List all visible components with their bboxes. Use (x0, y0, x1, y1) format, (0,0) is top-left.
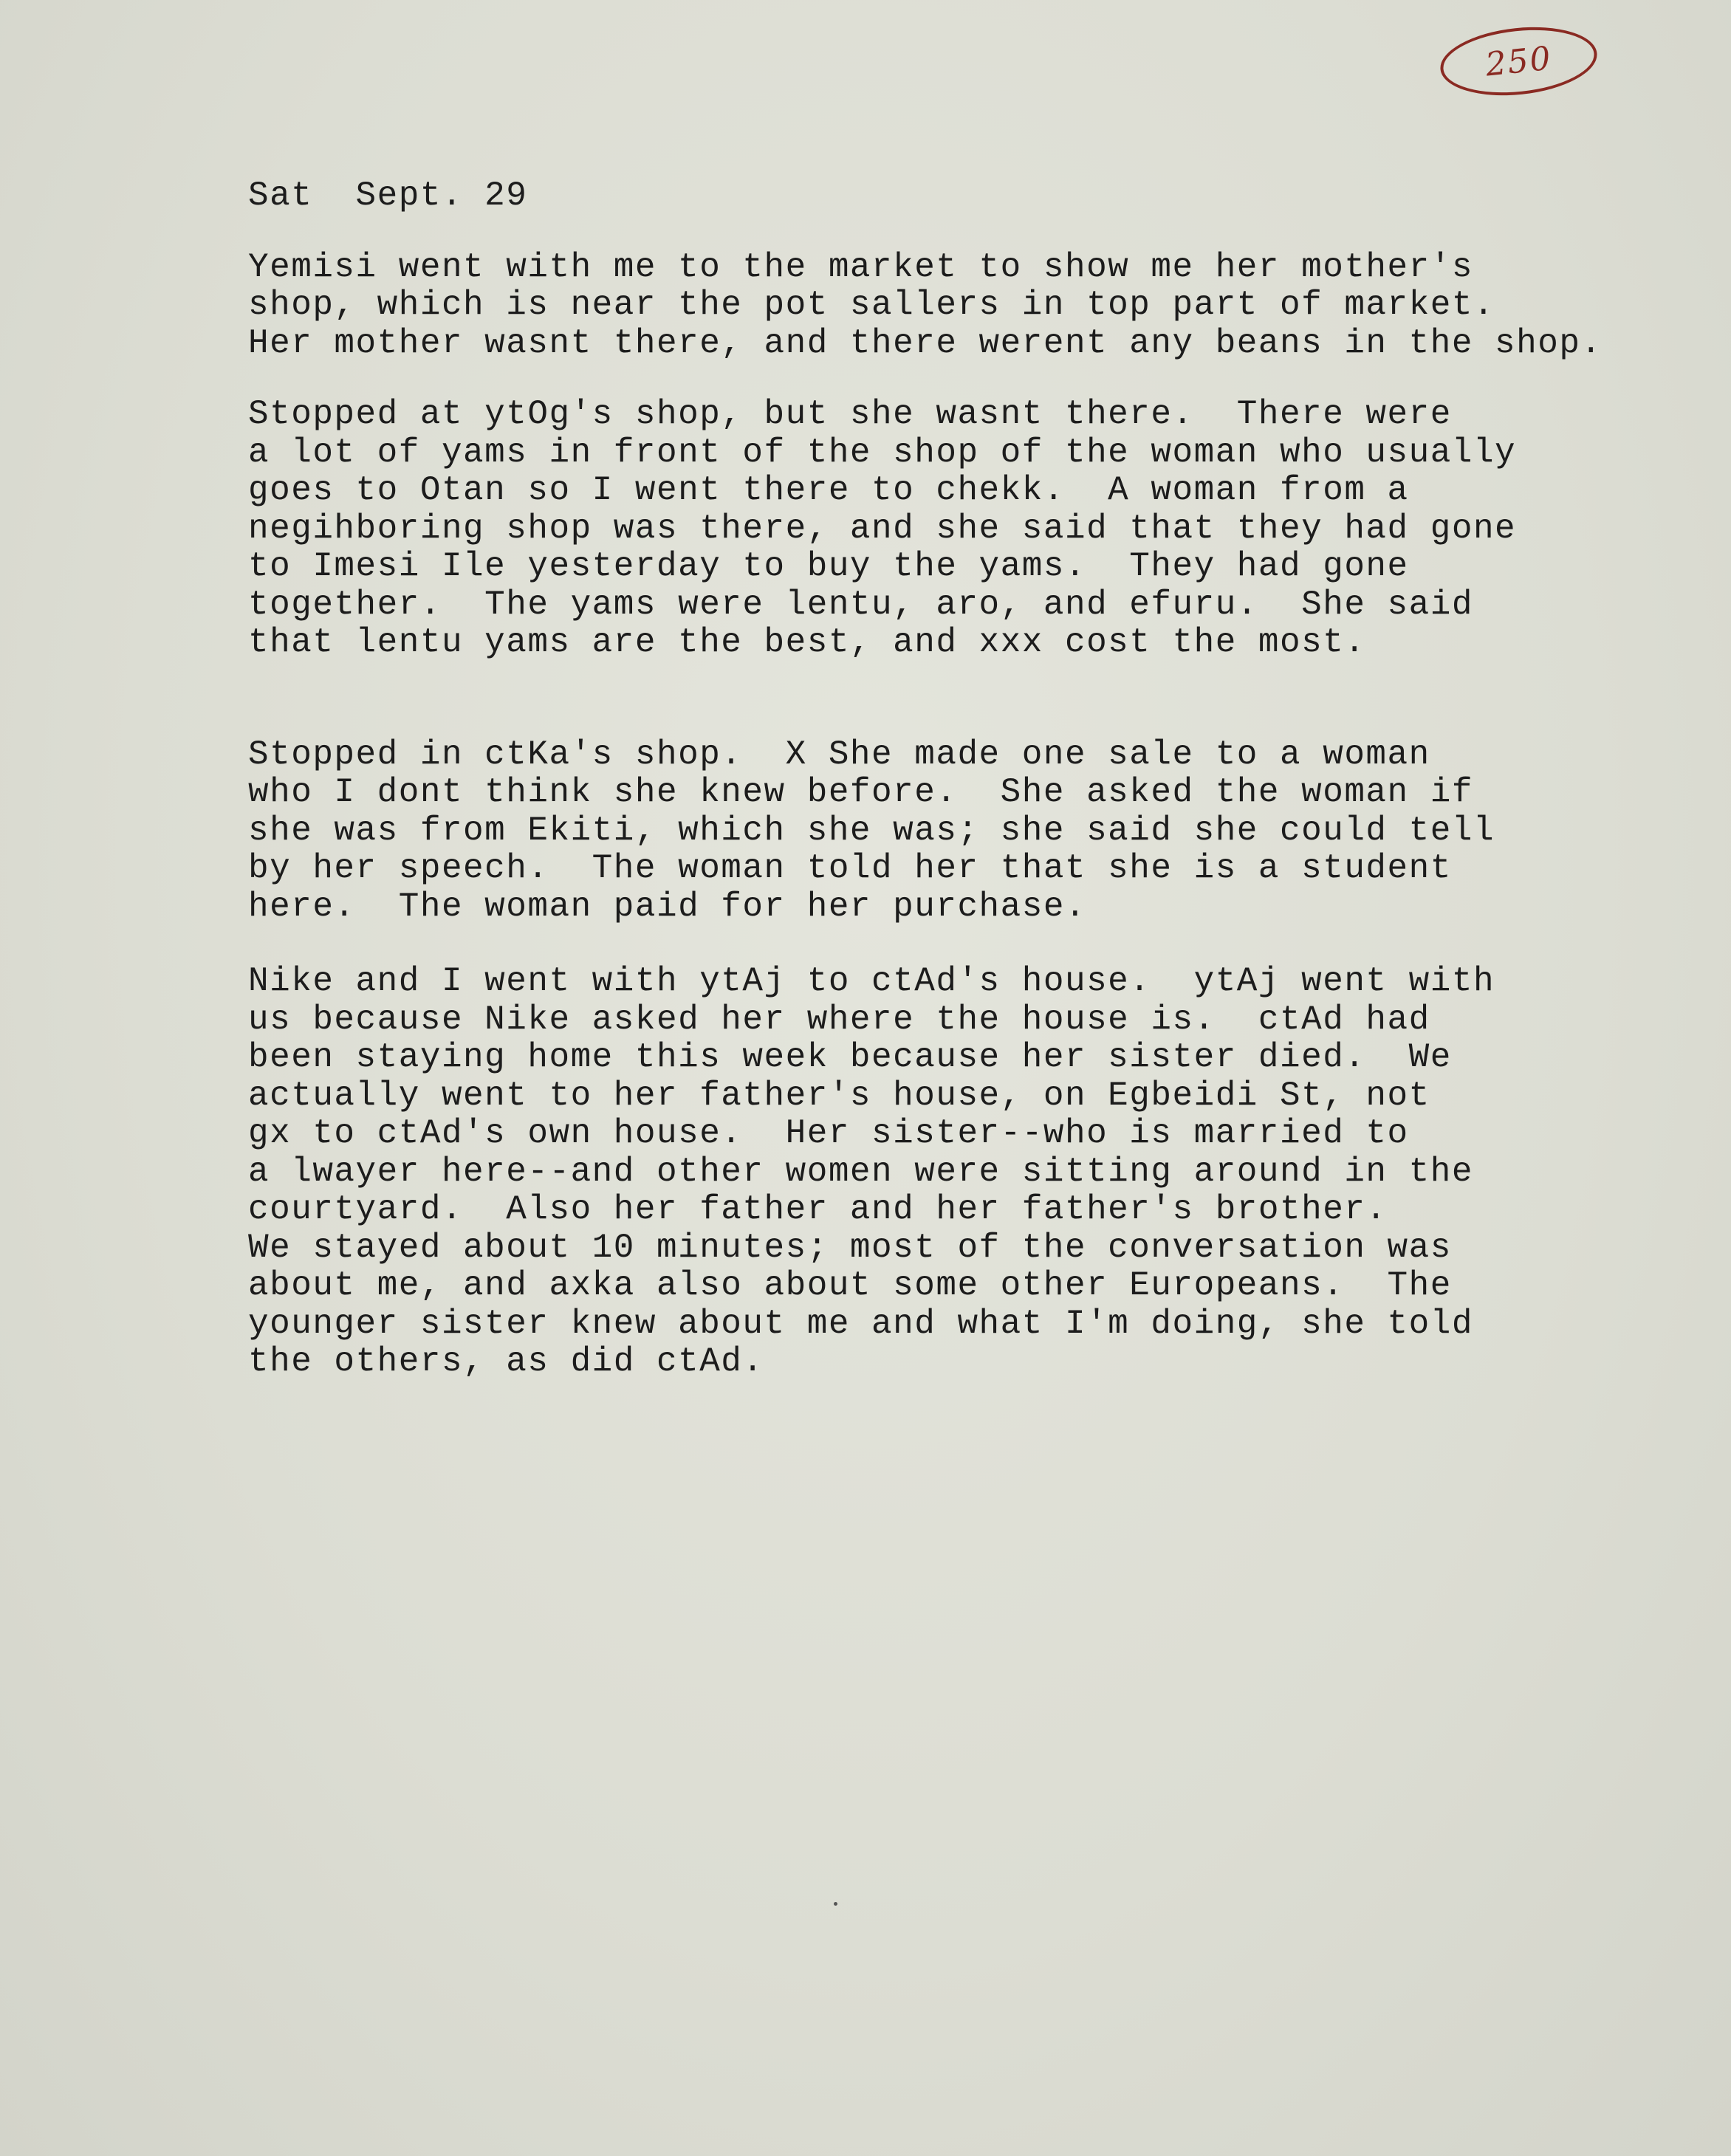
text-line: Yemisi went with me to the market to show me her mother's (248, 247, 1473, 286)
text-line: actually went to her father's house, on Egbeidi St, not (248, 1076, 1430, 1115)
text-line: that lentu yams are the best, and xxx cost the most. (248, 623, 1366, 662)
paragraph-house-visit (248, 963, 1651, 1381)
paragraph-spacer (248, 926, 1651, 963)
page-number-text: 250 (1484, 38, 1554, 84)
paragraph-sale (248, 736, 1651, 927)
text-line: goes to Otan so I went there to chekk. A woman from a (248, 471, 1409, 509)
text-line: by her speech. The woman told her that she is a student (248, 849, 1452, 888)
text-line: the others, as did ctAd. (248, 1342, 764, 1381)
text-line: younger sister knew about me and what I'm doing, she told (248, 1304, 1473, 1343)
text-line: Stopped in ctKa's shop. X She made one sale to a woman (248, 735, 1430, 774)
text-line: gx to ctAd's own house. Her sister--who is married to (248, 1114, 1409, 1153)
text-line: Her mother wasnt there, and there werent any beans in the shop. (248, 323, 1603, 363)
text-line: negihboring shop was there, and she said that they had gone (248, 509, 1517, 548)
paragraph-spacer (248, 662, 1651, 736)
entry-date: Sat Sept. 29 (248, 176, 528, 215)
text-line: about me, and axka also about some other Europeans. The (248, 1266, 1452, 1305)
text-line: a lwayer here--and other women were sitting around in the (248, 1152, 1473, 1191)
text-line: here. The woman paid for her purchase. (248, 887, 1087, 926)
text-line: been staying home this week because her sister died. We (248, 1038, 1452, 1077)
text-line: Stopped at ytOg's shop, but she wasnt there. There were (248, 395, 1452, 433)
paragraph-yams (248, 396, 1651, 662)
text-line: she was from Ekiti, which she was; she said she could tell (248, 811, 1495, 850)
text-line: who I dont think she knew before. She asked the woman if (248, 773, 1473, 811)
text-line: a lot of yams in front of the shop of the woman who usually (248, 433, 1517, 472)
paper-speck (834, 1902, 837, 1906)
text-line: Nike and I went with ytAj to ctAd's house. ytAj went with (248, 962, 1495, 1000)
text-line: shop, which is near the pot sallers in top part of market. (248, 286, 1495, 324)
paragraph-spacer (248, 363, 1651, 396)
diary-entry (248, 177, 1651, 1381)
text-line: courtyard. Also her father and her father's brother. (248, 1190, 1388, 1229)
text-line: together. The yams were lentu, aro, and efuru. She said (248, 585, 1473, 624)
text-line: to Imesi Ile yesterday to buy the yams. They had gone (248, 547, 1409, 586)
text-line: We stayed about 10 minutes; most of the conversation was (248, 1228, 1452, 1267)
paragraph-market (248, 249, 1651, 363)
text-line: us because Nike asked her where the house is. ctAd had (248, 1000, 1430, 1039)
page-number-stamp (1437, 20, 1600, 103)
